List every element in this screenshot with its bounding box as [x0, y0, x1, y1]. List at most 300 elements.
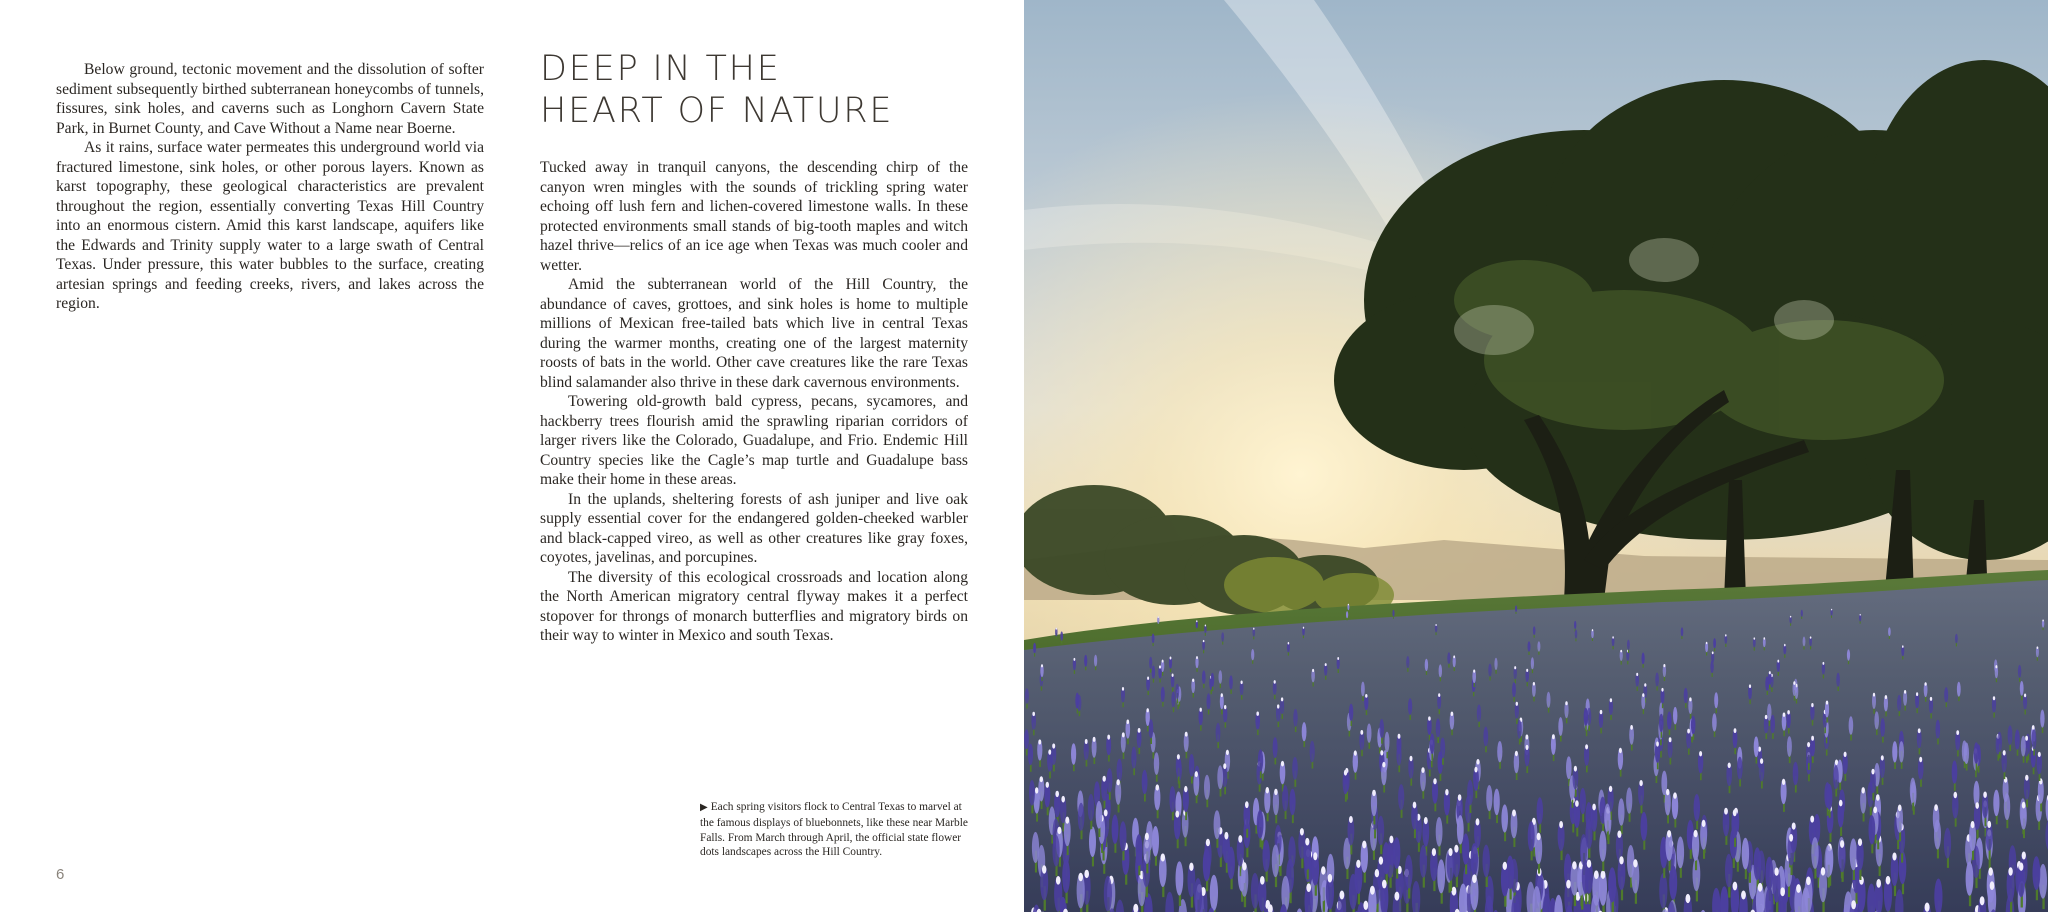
bluebonnet-tip: [1754, 637, 1756, 639]
bluebonnet-flower: [1214, 810, 1221, 839]
bluebonnet-tip: [1724, 808, 1728, 815]
bluebonnet-flower: [1537, 641, 1540, 651]
bluebonnet-flower: [1257, 810, 1264, 839]
bluebonnet-tip: [1533, 682, 1535, 686]
bluebonnet-tip: [1787, 710, 1790, 714]
bluebonnet-tip: [1107, 735, 1110, 740]
bluebonnet-flower: [1029, 780, 1035, 806]
bluebonnet-flower: [1608, 867, 1616, 902]
bluebonnet-tip: [1840, 840, 1844, 848]
bluebonnet-tip: [1421, 767, 1424, 773]
bluebonnet-flower: [1120, 821, 1127, 851]
bluebonnet-flower: [1447, 652, 1450, 664]
bluebonnet-flower: [1655, 673, 1659, 687]
bluebonnet-flower: [1486, 785, 1492, 811]
bluebonnet-flower: [1627, 640, 1630, 650]
bluebonnet-tip: [1885, 695, 1887, 699]
bluebonnet-tip: [1934, 804, 1938, 811]
bluebonnet-flower: [1071, 743, 1076, 765]
bluebonnet-tip: [1789, 834, 1793, 842]
bluebonnet-tip: [1382, 762, 1385, 768]
bluebonnet-flower: [1713, 638, 1716, 648]
bluebonnet-flower: [1425, 659, 1428, 671]
bluebonnet-flower: [1684, 688, 1688, 704]
bluebonnet-flower: [1892, 741, 1897, 762]
bluebonnet-flower: [1112, 815, 1119, 844]
bluebonnet-flower: [1207, 693, 1211, 709]
bluebonnet-flower: [1104, 876, 1112, 912]
bluebonnet-tip: [1987, 821, 1991, 828]
bluebonnet-tip: [1741, 891, 1746, 900]
bluebonnet-tip: [1661, 688, 1663, 692]
bluebonnet-tip: [2022, 802, 2026, 809]
bluebonnet-flower: [1437, 859, 1445, 893]
bluebonnet-tip: [1055, 791, 1059, 797]
bluebonnet-flower: [1899, 741, 1904, 762]
bluebonnet-flower: [1537, 797, 1543, 824]
bluebonnet-flower: [1641, 812, 1648, 841]
bluebonnet-flower: [1547, 692, 1551, 708]
bluebonnet-flower: [1149, 719, 1154, 738]
bluebonnet-tip: [1702, 820, 1706, 827]
bluebonnet-flower: [1801, 610, 1803, 617]
bluebonnet-tip: [1281, 697, 1283, 701]
bluebonnet-tip: [1354, 750, 1357, 755]
bluebonnet-tip: [1782, 779, 1785, 785]
bluebonnet-flower: [1386, 845, 1394, 878]
bluebonnet-flower: [1955, 634, 1958, 644]
bluebonnet-tip: [2025, 736, 2028, 741]
bluebonnet-tip: [1575, 800, 1579, 807]
bluebonnet-tip: [1365, 694, 1367, 698]
bluebonnet-tip: [1503, 862, 1507, 870]
bluebonnet-flower: [1957, 682, 1961, 697]
bluebonnet-flower: [1483, 845, 1490, 878]
bluebonnet-tip: [1796, 884, 1801, 893]
bluebonnet-tip: [1860, 614, 1861, 616]
paragraph: As it rains, surface water permeates this underground world via fractured limestone, sink holes, or other porous layers. Known as karst topography, these geological characteristics are prevalent throughout the region, essentially converting Texas Hill Country into an enormous cistern. Amid this karst landscape, aquifers like the Edwards and Trinity supply water to a large swath of Central Texas. Under pressure, this water bubbles to the surface, creating artesian springs and feeding creeks, rivers, and lakes across the region.: [56, 139, 484, 312]
bluebonnet-flower: [1408, 698, 1412, 715]
bluebonnet-tip: [1777, 660, 1779, 663]
bluebonnet-tip: [1990, 881, 1995, 890]
bluebonnet-tip: [1630, 725, 1633, 730]
bluebonnet-flower: [2040, 710, 2044, 728]
bluebonnet-tip: [2038, 752, 2041, 757]
bluebonnet-tip: [1728, 763, 1731, 769]
bluebonnet-tip: [1587, 860, 1591, 868]
bluebonnet-flower: [1667, 712, 1672, 730]
bluebonnet-tip: [1321, 866, 1325, 874]
bluebonnet-tip: [2032, 725, 2035, 730]
bluebonnet-flower: [1993, 790, 1999, 817]
bluebonnet-tip: [1224, 705, 1226, 709]
paragraph: Tucked away in tranquil canyons, the descending chirp of the canyon wren mingles with the sounds of trickling spring water echoing off lush fern and lichen-covered limestone walls. In these protected environments small stands of big-tooth maples and witch hazel thrive—relics of an ice age when Texas was much cooler and wetter.: [540, 159, 968, 274]
bluebonnet-tip: [1694, 830, 1698, 837]
bluebonnet-tip: [1185, 732, 1188, 737]
bluebonnet-tip: [1432, 848, 1436, 856]
bluebonnet-flower: [1221, 632, 1224, 642]
bluebonnet-tip: [1052, 743, 1055, 748]
bluebonnet-tip: [1810, 816, 1814, 823]
bluebonnet-tip: [1040, 776, 1043, 782]
bluebonnet-flower: [1575, 629, 1578, 638]
bluebonnet-flower: [1229, 675, 1233, 689]
bluebonnet-tip: [1349, 816, 1353, 823]
bluebonnet-flower: [1580, 788, 1586, 814]
bluebonnet-tip: [1873, 807, 1877, 814]
bluebonnet-tip: [1266, 787, 1269, 793]
bluebonnet-tip: [1196, 656, 1198, 659]
bluebonnet-tip: [1666, 789, 1669, 795]
bluebonnet-tip: [1600, 710, 1603, 714]
bluebonnet-tip: [1454, 845, 1458, 853]
bluebonnet-tip: [1552, 734, 1555, 739]
bluebonnet-flower: [1742, 838, 1749, 870]
bluebonnet-tip: [1389, 836, 1393, 844]
bluebonnet-tip: [1823, 662, 1825, 665]
bluebonnet-landscape-photo: [1024, 0, 2048, 912]
bluebonnet-tip: [1435, 624, 1436, 626]
bluebonnet-tip: [1793, 681, 1795, 685]
bluebonnet-tip: [1189, 863, 1193, 871]
bluebonnet-flower: [1025, 688, 1029, 704]
bluebonnet-tip: [1241, 681, 1243, 685]
bluebonnet-tip: [1203, 640, 1205, 642]
bluebonnet-tip: [1673, 792, 1677, 798]
bluebonnet-tip: [1919, 757, 1922, 763]
bluebonnet-flower: [1710, 661, 1713, 674]
bluebonnet-tip: [2008, 867, 2012, 875]
bluebonnet-tip: [1147, 677, 1149, 680]
bluebonnet-flower: [2021, 736, 2026, 757]
bluebonnet-tip: [1313, 852, 1317, 860]
bluebonnet-tip: [1038, 740, 1041, 745]
bluebonnet-flower: [1770, 715, 1775, 734]
heading-line-1: DEEP IN THE: [540, 49, 781, 89]
bluebonnet-tip: [1159, 665, 1161, 668]
bluebonnet-flower: [1302, 722, 1307, 741]
bluebonnet-tip: [1200, 708, 1202, 712]
paragraph: Towering old-growth bald cypress, pecans, sycamores, and hackberry trees flourish amid the sprawling riparian corridors of larger rivers like the Colorado, Guadalupe, and Frio. Endemic Hill Country species like the Cagle’s map turtle and Guadalupe bass make their home in these areas.: [540, 393, 968, 488]
bluebonnet-tip: [1380, 750, 1383, 755]
bluebonnet-tip: [1410, 756, 1413, 762]
bluebonnet-tip: [1790, 616, 1791, 618]
bluebonnet-tip: [1512, 810, 1516, 817]
bluebonnet-flower: [1497, 741, 1502, 762]
bluebonnet-flower: [1618, 798, 1624, 826]
bluebonnet-tip: [1274, 680, 1276, 684]
bluebonnet-tip: [1975, 802, 1979, 809]
bluebonnet-tip: [1223, 763, 1226, 769]
bluebonnet-flower: [1310, 741, 1315, 762]
paragraph: Amid the subterranean world of the Hill Country, the abundance of caves, grottoes, and sink holes is home to multiple millions of Mexican free-tailed bats which live in central Texas during the warmer months, creating one of the largest maternity roosts of bats in the world. Other cave creatures like the rare Texas blind salamander also thrive in these dark cavernous environments.: [540, 276, 968, 391]
bluebonnet-tip: [1363, 901, 1368, 910]
bluebonnet-tip: [1395, 892, 1400, 901]
bluebonnet-tip: [1689, 697, 1691, 701]
bluebonnet-tip: [1667, 830, 1671, 837]
bluebonnet-tip: [1930, 697, 1932, 701]
bluebonnet-tip: [1472, 874, 1477, 883]
bluebonnet-flower: [1060, 631, 1063, 640]
bluebonnet-tip: [1147, 708, 1149, 712]
bluebonnet-flower: [1849, 716, 1854, 735]
bluebonnet-tip: [1851, 900, 1856, 909]
bluebonnet-tip: [1633, 859, 1637, 867]
bluebonnet-tip: [1458, 794, 1462, 801]
bluebonnet-tip: [1078, 873, 1083, 882]
bluebonnet-tip: [1876, 879, 1881, 888]
bluebonnet-tip: [2022, 852, 2026, 860]
landscape-illustration: [1024, 0, 2048, 912]
bluebonnet-flower: [1204, 775, 1210, 800]
bluebonnet-tip: [1138, 728, 1141, 733]
bluebonnet-tip: [1687, 729, 1690, 734]
bluebonnet-flower: [1694, 794, 1700, 821]
bluebonnet-flower: [1793, 762, 1799, 786]
bluebonnet-flower: [1754, 736, 1759, 757]
text-column-left: [56, 60, 484, 314]
bluebonnet-flower: [1032, 832, 1039, 863]
bluebonnet-tip: [1821, 867, 1825, 875]
bluebonnet-flower: [1934, 820, 1941, 850]
bluebonnet-tip: [1085, 739, 1088, 744]
bluebonnet-tip: [1372, 790, 1376, 796]
bluebonnet-flower: [1691, 716, 1696, 735]
bluebonnet-tip: [1898, 805, 1902, 812]
bluebonnet-tip: [1835, 760, 1838, 766]
bluebonnet-tip: [1375, 869, 1379, 877]
bluebonnet-tip: [1514, 666, 1516, 669]
bluebonnet-tip: [1035, 787, 1038, 793]
photo-caption: [700, 800, 970, 860]
bluebonnet-tip: [1566, 880, 1571, 889]
bluebonnet-tip: [1117, 779, 1120, 785]
bluebonnet-tip: [1413, 802, 1417, 809]
bluebonnet-tip: [1256, 712, 1259, 716]
bluebonnet-flower: [1826, 784, 1832, 810]
bluebonnet-flower: [1210, 875, 1218, 911]
bluebonnet-tip: [1122, 687, 1124, 691]
bluebonnet-tip: [1839, 800, 1843, 807]
bluebonnet-tip: [1238, 835, 1242, 843]
bluebonnet-tip: [1559, 821, 1563, 828]
bluebonnet-flower: [1203, 848, 1211, 881]
bluebonnet-flower: [1517, 720, 1522, 739]
bluebonnet-flower: [1714, 692, 1718, 708]
bluebonnet-flower: [1964, 742, 1969, 764]
bluebonnet-flower: [1398, 784, 1404, 810]
bluebonnet-tip: [1300, 828, 1304, 835]
bluebonnet-tip: [2024, 694, 2026, 698]
caption-arrow-icon: ▶: [700, 802, 708, 813]
bluebonnet-tip: [1356, 860, 1360, 868]
bluebonnet-tip: [1161, 854, 1165, 862]
bluebonnet-tip: [1046, 782, 1049, 788]
bluebonnet-tip: [1048, 749, 1051, 754]
bluebonnet-flower: [1089, 827, 1096, 858]
bluebonnet-tip: [1733, 882, 1738, 891]
bluebonnet-tip: [1382, 880, 1387, 889]
bluebonnet-flower: [1273, 737, 1278, 758]
bluebonnet-flower: [1078, 803, 1085, 831]
bluebonnet-flower: [1754, 847, 1762, 880]
bluebonnet-flower: [1494, 789, 1500, 816]
bluebonnet-tip: [1192, 679, 1194, 682]
bluebonnet-tip: [1983, 792, 1987, 798]
bluebonnet-flower: [1272, 845, 1279, 878]
bluebonnet-tip: [1348, 604, 1349, 606]
bluebonnet-flower: [1377, 816, 1384, 846]
bluebonnet-tip: [1074, 658, 1076, 661]
bluebonnet-tip: [2019, 863, 2023, 871]
bluebonnet-tip: [1177, 754, 1180, 759]
bluebonnet-tip: [1056, 876, 1061, 885]
paragraph: The diversity of this ecological crossroads and location along the North American migratory central flyway makes it a perfect stopover for throngs of monarch butterflies and migratory birds on their way to winter in Mexico and south Texas.: [540, 568, 968, 644]
bluebonnet-tip: [2003, 750, 2006, 755]
bluebonnet-tip: [1274, 789, 1277, 795]
bluebonnet-flower: [1584, 708, 1588, 726]
bluebonnet-flower: [1033, 643, 1036, 654]
bluebonnet-tip: [1925, 682, 1927, 686]
bluebonnet-flower: [1393, 837, 1400, 869]
bluebonnet-tip: [1844, 752, 1847, 757]
bluebonnet-tip: [1277, 704, 1279, 708]
bluebonnet-flower: [1131, 747, 1136, 769]
bluebonnet-flower: [1406, 656, 1409, 668]
bluebonnet-flower: [1024, 729, 1029, 749]
bluebonnet-flower: [1737, 757, 1743, 780]
bluebonnet-flower: [1227, 847, 1235, 880]
bluebonnet-flower: [1189, 754, 1194, 777]
bluebonnet-flower: [1944, 828, 1951, 859]
bluebonnet-tip: [1764, 637, 1766, 639]
bluebonnet-tip: [1537, 833, 1541, 841]
heading-line-2: HEART OF NATURE: [540, 91, 894, 131]
bluebonnet-tip: [1526, 735, 1529, 740]
bluebonnet-tip: [1104, 809, 1108, 816]
bluebonnet-tip: [2037, 646, 2039, 649]
bluebonnet-flower: [1501, 804, 1508, 832]
bluebonnet-tip: [1993, 696, 1995, 700]
bluebonnet-tip: [1916, 692, 1918, 696]
bluebonnet-flower: [1028, 744, 1033, 766]
bluebonnet-tip: [1184, 786, 1187, 792]
paragraph: Below ground, tectonic movement and the dissolution of softer sediment subsequently birthed subterranean honeycombs of tunnels, fissures, sink holes, and caverns such as Longhorn Cavern State Park, in Burnet County, and Cave Without a Name near Boerne.: [56, 61, 484, 137]
bluebonnet-tip: [1424, 817, 1428, 824]
bluebonnet-flower: [1974, 742, 1979, 764]
bluebonnet-tip: [1619, 856, 1623, 864]
bluebonnet-flower: [1725, 854, 1733, 888]
bluebonnet-tip: [1452, 887, 1457, 896]
bluebonnet-tip: [1253, 628, 1254, 630]
bluebonnet-flower: [2033, 856, 2041, 890]
bluebonnet-tip: [1474, 767, 1477, 773]
bluebonnet-tip: [1162, 660, 1164, 663]
bluebonnet-flower: [1152, 666, 1155, 679]
bluebonnet-flower: [1292, 757, 1298, 780]
bluebonnet-tip: [1925, 903, 1930, 912]
bluebonnet-tip: [1056, 628, 1057, 630]
bluebonnet-tip: [1370, 886, 1375, 895]
bluebonnet-flower: [1673, 707, 1677, 725]
bluebonnet-tip: [1873, 693, 1875, 697]
bluebonnet-flower: [1171, 691, 1175, 707]
bluebonnet-tip: [1725, 634, 1727, 636]
bluebonnet-flower: [1293, 709, 1297, 727]
bluebonnet-flower: [1202, 670, 1206, 684]
bluebonnet-flower: [1528, 641, 1531, 651]
bluebonnet-flower: [1659, 873, 1667, 909]
bluebonnet-tip: [1758, 883, 1763, 892]
bluebonnet-flower: [1897, 695, 1901, 711]
page-number: 6: [56, 866, 65, 883]
bluebonnet-tip: [1362, 841, 1366, 849]
bluebonnet-flower: [1349, 704, 1353, 721]
bluebonnet-flower: [1420, 845, 1427, 878]
bluebonnet-tip: [1574, 766, 1577, 772]
bluebonnet-flower: [1659, 714, 1664, 732]
bluebonnet-tip: [1612, 636, 1614, 638]
bluebonnet-flower: [1135, 834, 1142, 866]
bluebonnet-flower: [1175, 684, 1179, 699]
bluebonnet-flower: [1626, 787, 1632, 813]
bluebonnet-tip: [1686, 894, 1691, 903]
bluebonnet-flower: [1211, 673, 1215, 687]
bluebonnet-flower: [1258, 749, 1263, 771]
bluebonnet-flower: [1149, 657, 1152, 669]
bluebonnet-flower: [1251, 649, 1254, 660]
bluebonnet-tip: [1760, 758, 1763, 764]
bluebonnet-flower: [1997, 732, 2002, 752]
bluebonnet-flower: [1462, 833, 1469, 864]
bluebonnet-flower: [1803, 637, 1806, 647]
bluebonnet-tip: [1656, 741, 1659, 746]
bluebonnet-flower: [1107, 768, 1113, 792]
bluebonnet-tip: [1084, 870, 1089, 878]
bluebonnet-flower: [1599, 831, 1606, 862]
bluebonnet-tip: [1245, 801, 1249, 808]
bluebonnet-flower: [1154, 752, 1159, 775]
bluebonnet-tip: [2042, 620, 2043, 622]
bluebonnet-tip: [1642, 693, 1644, 697]
bluebonnet-flower: [1152, 826, 1159, 857]
bluebonnet-tip: [1360, 730, 1363, 735]
bluebonnet-flower: [1874, 711, 1879, 729]
bluebonnet-tip: [1826, 701, 1828, 705]
bluebonnet-flower: [1528, 821, 1535, 851]
bluebonnet-flower: [1436, 817, 1443, 847]
bluebonnet-flower: [1263, 840, 1270, 872]
bluebonnet-tip: [1811, 736, 1814, 741]
bluebonnet-tip: [1783, 713, 1786, 717]
bluebonnet-tip: [1451, 712, 1454, 716]
bluebonnet-flower: [1457, 815, 1464, 844]
bluebonnet-tip: [1379, 857, 1383, 865]
bluebonnet-flower: [1888, 627, 1891, 636]
bluebonnet-tip: [1954, 792, 1958, 798]
bluebonnet-tip: [1158, 616, 1159, 618]
bluebonnet-flower: [1494, 658, 1497, 670]
bluebonnet-flower: [1836, 673, 1840, 687]
bluebonnet-tip: [1609, 786, 1612, 792]
bluebonnet-tip: [1585, 744, 1588, 749]
bluebonnet-tip: [1876, 794, 1880, 801]
bluebonnet-flower: [1681, 627, 1684, 636]
bluebonnet-tip: [1196, 620, 1197, 622]
bluebonnet-tip: [1093, 737, 1096, 742]
bluebonnet-flower: [1574, 621, 1576, 629]
bluebonnet-flower: [1471, 843, 1478, 875]
